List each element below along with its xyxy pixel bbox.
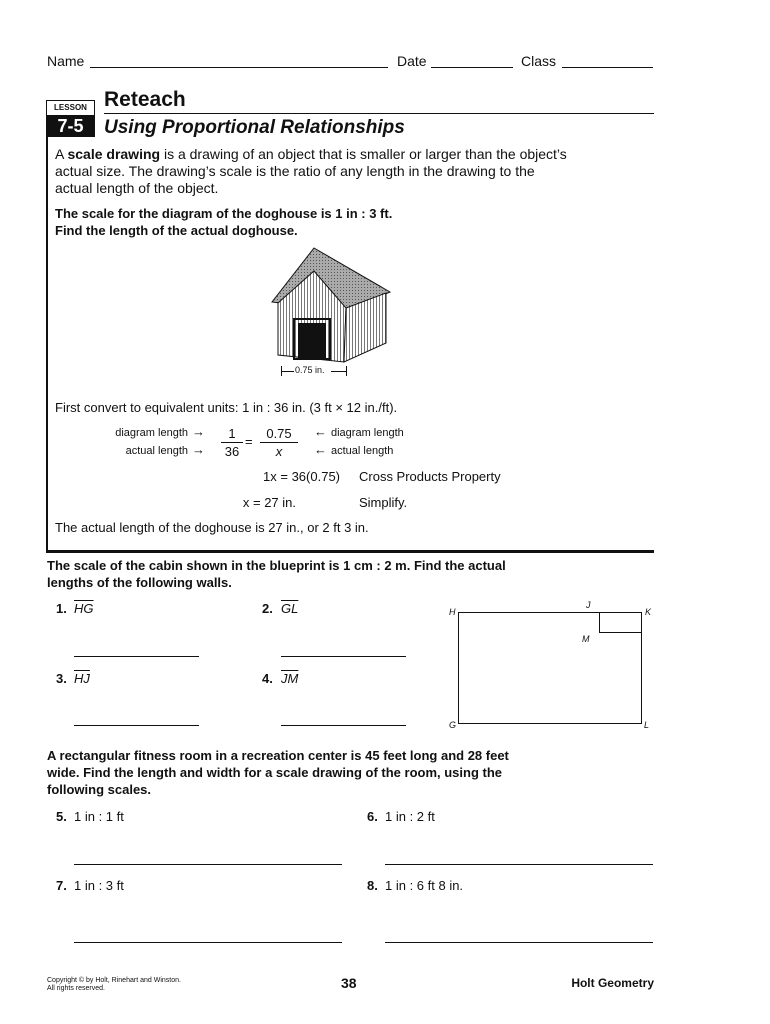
fitness-prompt-2: wide. Find the length and width for a scale drawing of the room, using the	[47, 765, 503, 780]
q8-answer-line[interactable]	[385, 942, 653, 943]
q6-number: 6.	[367, 809, 378, 824]
step1-reason: Cross Products Property	[359, 469, 501, 484]
point-k: K	[645, 607, 652, 617]
copyright-line-2: All rights reserved.	[47, 985, 105, 992]
copyright-line-1: Copyright © by Holt, Rinehart and Winston.	[47, 977, 181, 984]
page-number: 38	[341, 975, 357, 991]
measure-line-left	[282, 371, 294, 372]
point-m: M	[582, 634, 590, 644]
measure-line-right	[331, 371, 346, 372]
q2-number: 2.	[262, 601, 273, 616]
q5-answer-line[interactable]	[74, 864, 342, 865]
lesson-type: Reteach	[104, 88, 186, 111]
q3-answer-line[interactable]	[74, 725, 199, 726]
intro-line-2: actual size. The drawing’s scale is the ratio of any length in the drawing to the	[55, 163, 535, 179]
frac-equals: =	[245, 434, 253, 449]
q4-number: 4.	[262, 671, 273, 686]
lesson-title: Using Proportional Relationships	[104, 117, 405, 138]
convert-units: First convert to equivalent units: 1 in : 36 in. (3 ft × 12 in./ft).	[55, 400, 398, 415]
date-label: Date	[397, 53, 427, 69]
q7-number: 7.	[56, 878, 67, 893]
blueprint-closet	[599, 612, 642, 633]
intro-b: is a drawing of an object that is smaller or larger than the object’s	[160, 146, 567, 162]
q4-answer-line[interactable]	[281, 725, 406, 726]
name-field[interactable]	[90, 67, 388, 68]
frac1-bar	[221, 442, 243, 443]
fitness-prompt-1: A rectangular fitness room in a recreation center is 45 feet long and 28 feet	[47, 748, 509, 763]
q6-text: 1 in : 2 ft	[385, 809, 435, 824]
conclusion: The actual length of the doghouse is 27 in., or 2 ft 3 in.	[55, 520, 369, 535]
q5-number: 5.	[56, 809, 67, 824]
measure-tick-right	[346, 366, 347, 376]
q1-number: 1.	[56, 601, 67, 616]
name-label: Name	[47, 53, 85, 69]
label-actual-right: actual length	[331, 445, 394, 457]
scale-drawing-term: scale drawing	[67, 146, 161, 162]
lesson-number: 7-5	[46, 116, 95, 137]
q3-number: 3.	[56, 671, 67, 686]
arrow-left-2: ←	[314, 442, 327, 457]
lesson-tag: LESSON	[46, 100, 95, 116]
label-diagram-left: diagram length	[115, 427, 188, 439]
doghouse-illustration	[268, 245, 398, 380]
label-diagram-right: diagram length	[331, 427, 404, 439]
intro-a: A	[55, 146, 68, 162]
point-j: J	[586, 600, 591, 610]
q8-number: 8.	[367, 878, 378, 893]
frac2-den: x	[275, 444, 283, 459]
q2-segment: $\overline{GL}$	[281, 601, 299, 616]
class-field[interactable]	[562, 67, 653, 68]
point-l: L	[644, 720, 650, 730]
point-g: G	[449, 720, 457, 730]
q2-answer-line[interactable]	[281, 656, 406, 657]
box-bottom-rule	[46, 550, 654, 553]
step2-reason: Simplify.	[359, 495, 408, 510]
q8-text: 1 in : 6 ft 8 in.	[385, 878, 464, 893]
q5-text: 1 in : 1 ft	[74, 809, 124, 824]
q7-answer-line[interactable]	[74, 942, 342, 943]
step1-eq: 1x = 36(0.75)	[263, 469, 340, 484]
intro-line-1	[55, 146, 567, 162]
cabin-prompt-1: The scale of the cabin shown in the blueprint is 1 cm : 2 m. Find the actual	[47, 558, 506, 573]
fitness-prompt-3: following scales.	[47, 782, 152, 797]
q1-answer-line[interactable]	[74, 656, 199, 657]
date-field[interactable]	[431, 67, 513, 68]
class-label: Class	[521, 53, 557, 69]
frac1-den: 36	[224, 444, 240, 459]
intro-line-3: actual length of the object.	[55, 180, 219, 196]
book-title: Holt Geometry	[571, 976, 654, 990]
frac2-num: 0.75	[266, 426, 292, 441]
step2-eq: x = 27 in.	[242, 495, 296, 510]
example-line-1: The scale for the diagram of the doghouse is 1 in : 3 ft.	[55, 206, 393, 221]
box-left-rule	[46, 137, 48, 552]
dog-measure-label: 0.75 in.	[295, 365, 325, 375]
q1-segment: $\overline{HG}$	[74, 601, 94, 616]
cabin-prompt-2: lengths of the following walls.	[47, 575, 232, 590]
q7-text: 1 in : 3 ft	[74, 878, 124, 893]
point-h: H	[449, 607, 456, 617]
arrow-right-1: →	[192, 424, 205, 439]
frac1-num: 1	[228, 426, 236, 441]
title-rule	[104, 113, 654, 114]
arrow-right-2: →	[192, 442, 205, 457]
label-actual-left: actual length	[125, 445, 188, 457]
q4-segment: $\overline{JM}$	[281, 671, 299, 686]
q6-answer-line[interactable]	[385, 864, 653, 865]
q3-segment: $\overline{HJ}$	[74, 671, 90, 686]
arrow-left-1: ←	[314, 424, 327, 439]
example-line-2: Find the length of the actual doghouse.	[55, 223, 298, 238]
frac2-bar	[260, 442, 298, 443]
